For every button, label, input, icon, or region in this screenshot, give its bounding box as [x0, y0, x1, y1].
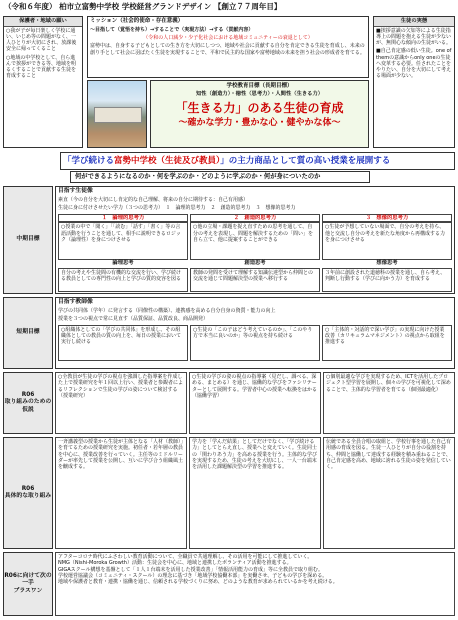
- mid-row2-2: 教師の発問を受けて理解する知識伝達型から仲間との交流を通じて問題解決型の授業へ移行する: [190, 268, 320, 292]
- student-reality-box: [373, 16, 455, 148]
- plusone-line-2: NMG（Nishi-Moroka Growth）活動：生徒会を中心に、地域と連携したボランティア活動を推進する。: [58, 560, 292, 567]
- mid-col2-head: ２ 創造的思考力: [190, 214, 320, 223]
- header-founded: 【創立７７周年目】: [213, 2, 282, 11]
- plusone-line-1: アフターコロナ時代にふさわしい教育活動について、全職員で共通理解し、その活用を可能にして推進していく。: [58, 554, 313, 560]
- short-term-box: [55, 297, 455, 369]
- r06b-col-2: 学力を「学んだ結果」としてだけでなく、「学び続ける力」としてとらえ直し、授業へと変えていく。生徒同士の「関わりあう力」を高める授業を行う。主体的な学びを実現するため、生徒の考えを大切にし、一人一台端末を活用した課題解決型の学習を推進する。: [189, 437, 321, 549]
- mid-col3-foot: 想像思考: [322, 260, 452, 267]
- short-term-label: 短期目標: [3, 297, 53, 369]
- mid-col3-head: ３ 想像的思考力: [322, 214, 452, 223]
- parents-wish-2: ○地域の中学校として、自ら進んで挨拶ができる等、地域を明るくすることで貢献する生徒を育成すること: [6, 54, 77, 80]
- mission-context: （令和の人口減少・少子化社会における地域コミュニティーの衰退として）: [143, 35, 313, 42]
- mission-title: ミッション（社会的使命・存在意義）: [90, 18, 184, 24]
- goal-main: 「生きる力」のある生徒の育成: [175, 101, 344, 116]
- mission-subtitle: ～目指して（覚悟を持ち）→することで（実現方法）→する（貢献内容）: [90, 26, 254, 33]
- mission-body: 富勢中は、自身する子どもとしての生き方を大切にしつつ、地域や社会に貢献する自分を肯定できる生徒を育成し、未来の創り手として社会に羽ばたく生徒を実現することで、平和で民主的な国家や富勢地域の未来を担う社会の形成者を育てる。: [90, 43, 365, 56]
- goal-subtitle: 知性（創造力）・徳性（思考力）・人間性（生きる力）: [195, 90, 324, 97]
- parents-wishes-title: 保護者・地域の願い: [4, 17, 82, 27]
- student-reality-1: ■挨拶意識の欠如等による生徒指導上の問題を抱える生徒が少ないが、無関心な傾向の生徒がいる。: [376, 27, 452, 47]
- goal-sub: ～確かな学力・豊かな心・健やかな体～: [178, 118, 341, 129]
- r06b-col-3: 伝統である全員合唱の取組と、学校行事を通した自己有用感の育成を図る。生徒一人ひとりが自分の役割を持ち、仲間と協働して達成する経験を積み重ねることで、自己肯定感を高め、地域に誇れる生徒の姿を発信していく。: [323, 437, 455, 549]
- banner-sub: 何ができるようになるのか・何を学ぶのか・どのように学ぶのか・何が身についたのか: [70, 171, 370, 183]
- r06b-col-1: 一斉講義型の授業から生徒が主体となる「人材（教師）」を育てるための授業研究を実施。初任者・若年層の教員を中心に、授業改善を行っていく。主任等のミドルリーダーが率先して授業を公開し、互いに学び合う組織風土を醸成する。: [55, 437, 187, 549]
- mid-col1-foot: 論理思考: [58, 260, 188, 267]
- mid-term-label: 中期目標: [3, 186, 53, 294]
- short-col-3: ○「主体的・対話的で深い学び」の実現に向けた授業改善（カリキュラムマネジメント）の視点から取組を推進する: [322, 325, 452, 361]
- mid-line-1: 素直（今の自分を大切にし肯定的な自己理解、将来の自分に期待する：自己有用感）: [58, 197, 249, 204]
- mid-col1-body: ○授業の中で「聞く」「「読む」「話す」「書く」等の言語活動を行うことを通して、相手に説明できるロジック（論理性）を身につけさせる: [58, 222, 188, 260]
- r06a-col-2: ○生徒の学びの姿の視点の指導案（見だし、調べる、深める、まとめる）を通じ、協働的な学びをファシリテーターとして展開する。学習者中心の授業へ転換をはかる（協働学習）: [189, 372, 321, 434]
- banner-part1: 「学び続ける: [63, 156, 115, 166]
- mid-col2-body: ○他の立場・課題を捉え直すための思考を通して、自分の考えを表現し、問題を解決するための「問い」を自ら立て、他に提案することができる: [190, 222, 320, 260]
- header-title: 学校経営グランドデザイン: [121, 2, 212, 11]
- banner-part3: 」の主力商品として質の高い授業を展開する: [220, 156, 391, 166]
- r06-plusone-box: [55, 552, 455, 616]
- school-goal-box: [150, 80, 369, 148]
- main-banner: [60, 152, 455, 170]
- mid-row2-3: ３年前に創設された道徳科の授業を通し、自ら考え、判断し行動する（学びに向かう力）を育成する: [322, 268, 452, 292]
- r06-hypothesis-row: [55, 372, 455, 434]
- mid-title: 目指す生徒像: [58, 188, 93, 194]
- page-header: [4, 2, 456, 14]
- short-col-2: ○生徒の「この子はどう考えているのか」、「このやり方で本当に良いのか」等の視点を持ち続ける: [190, 325, 320, 361]
- school-photo: [87, 80, 147, 148]
- r06-actions-label: R06 具体的な取り組み: [3, 437, 53, 549]
- mid-row2-1: 自分の考えや生徒間の有機的な交流を行い、学び続ける教員としての専門性の向上と学びの質的変容を図る: [58, 268, 188, 292]
- banner-part2: 富勢中学校（生徒及び教員）: [114, 156, 221, 166]
- parents-wish-1: ○我が子が毎日楽しく学校に通い、いじめ等の問題がなく、一人ひとりが大切にされ、放課後安全に帰ってくること: [6, 27, 77, 53]
- short-title: 目指す教師像: [58, 299, 93, 305]
- r06a-col-1: ○全教員が生徒の学びの視点を強調した指導案を作成した上で授業研究を年１回以上行い、授業者と参観者によるリフレクションで生徒の学びの姿について検討する（授業研究）: [55, 372, 187, 434]
- mid-term-box: [55, 186, 455, 294]
- plusone-line-4: 学校運営協議会（コミュニティ・スクール）の理念に基づき「地域学校協働本部」を実働させ、子どもの学びを深める。: [58, 572, 328, 579]
- parents-wishes-box: [3, 16, 83, 148]
- header-school: 柏市立富勢中学校: [59, 2, 120, 11]
- short-col-1: ○組織体としての「学びの共同体」を形成し、その組織体としての教員の質の向上を、毎日の授業において実行し続ける: [58, 325, 188, 361]
- short-line-1: 学びの共同体（学年）に発言する（同僚性の構築）、連携感を高める自分自身の資質・能力の向上: [58, 308, 276, 315]
- r06a-col-3: ○個別最適な学びを実現するため、ICTを活用したプロジェクト型学習を展開し、個々の学びを可視化して深めることで、主体的な学習者を育てる（個別最適化）: [323, 372, 455, 434]
- short-line-2: 授業を３つの視点で常に見直す（品質保証、品質改良、商品開発）: [58, 316, 209, 323]
- r06-plusone-label: R06に向けて次の一手 ブラスワン: [3, 552, 53, 616]
- r06-hypothesis-label: R06 取り組みのための仮説: [3, 372, 53, 434]
- plusone-line-5: 地域や保護者と教育・連携・協働を通じ、信頼される学校づくりに努め、どのような教育が求められているかを考え続ける。: [58, 579, 338, 585]
- plusone-line-3: GIGAスクール構想を基盤として「１人１台端末を活用した授業改善」「情報活用能力の育成」等に全教員で取り組む。: [58, 566, 324, 573]
- mission-box: [87, 16, 369, 78]
- r06-actions-row: [55, 437, 455, 549]
- student-reality-2: ■自己肯定感の低い生徒。one of themの意識からonly oneの生徒へ変革する必要。任されたことをやりたい、自分を大切にして考える場面が少ない。: [376, 48, 452, 80]
- goal-title: 学校教育目標（長期目標）: [226, 83, 293, 89]
- header-year: （令和６年度）: [4, 2, 57, 11]
- mid-line-2: 生徒に身に付けさせたい学力（３つの思考力） １ 論理的思考力 ２ 創造的思考力 ３ 想像的思考力: [58, 205, 296, 212]
- mid-col2-foot: 創造思考: [190, 260, 320, 267]
- school-building-shape: [94, 107, 142, 123]
- student-reality-title: 生徒の実態: [374, 17, 454, 27]
- mid-col3-body: ○生徒が予想していない場面で、自分の考えを持ち、他と交流し自分の考えを新たな角度から再構成する力を身につけさせる: [322, 222, 452, 260]
- mid-col1-head: １ 論理的思考力: [58, 214, 188, 223]
